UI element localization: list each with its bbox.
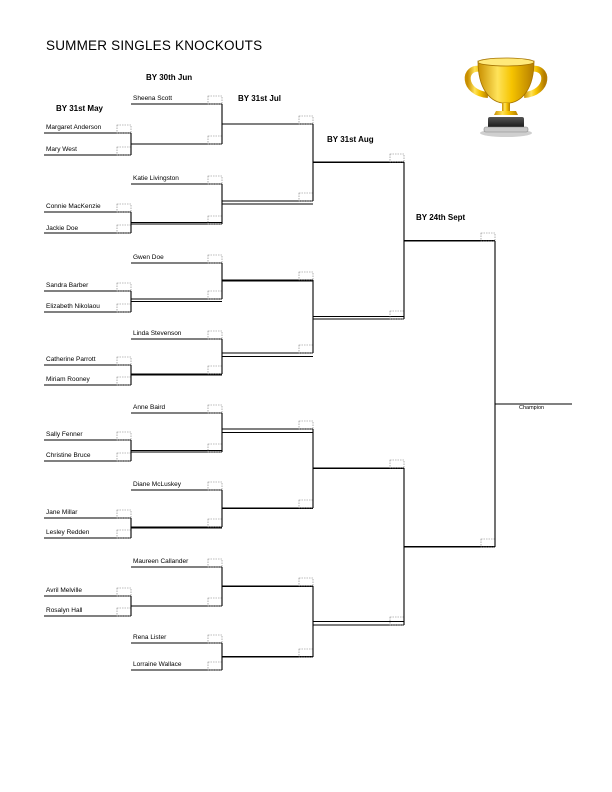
player-slot: Lorraine Wallace [133,661,182,668]
player-slot: Mary West [46,146,77,153]
score-box [117,283,131,291]
player-slot: Rena Lister [133,634,167,641]
player-slot: Linda Stevenson [133,330,182,337]
score-box [481,233,495,241]
player-slot: Avril Melville [46,587,82,594]
score-box [117,588,131,596]
score-box [117,304,131,312]
score-box [117,225,131,233]
score-box [390,154,404,162]
score-box [117,530,131,538]
score-box [299,345,313,353]
score-box [117,510,131,518]
player-slot: Sally Fenner [46,431,83,438]
score-box [117,357,131,365]
round-label-aug: BY 31st Aug [327,135,374,144]
score-box [299,272,313,280]
page-title: SUMMER SINGLES KNOCKOUTS [46,38,263,53]
player-slot: Jackie Doe [46,225,79,232]
score-box [390,311,404,319]
trophy-icon [460,55,552,139]
player-slot: Sheena Scott [133,95,173,102]
score-box [117,608,131,616]
round-label-sept: BY 24th Sept [416,213,466,222]
score-box [208,176,222,184]
score-box [299,578,313,586]
score-box [117,125,131,133]
player-slot: Lesley Redden [46,529,90,536]
score-box [208,255,222,263]
score-box [299,421,313,429]
score-box [208,482,222,490]
player-slot: Jane Millar [46,509,78,516]
score-box [481,539,495,547]
score-box [208,291,222,299]
player-slot: Gwen Doe [133,254,164,261]
score-box [208,366,222,374]
score-box [299,649,313,657]
score-box [117,432,131,440]
player-slot: Anne Baird [133,404,166,411]
player-slot: Katie Livingston [133,175,179,182]
score-box [299,500,313,508]
player-slot: Sandra Barber [46,282,89,289]
score-box [208,331,222,339]
player-slot: Diane McLuskey [133,481,182,488]
player-slot: Margaret Anderson [46,124,102,131]
score-box [208,662,222,670]
score-box [299,193,313,201]
score-box [208,559,222,567]
player-slot: Rosalyn Hall [46,607,83,614]
score-box [208,136,222,144]
score-box [117,453,131,461]
score-box [208,405,222,413]
score-box [208,519,222,527]
champion-label: Champion [519,405,545,411]
round-label-jun: BY 30th Jun [146,73,193,82]
player-slot: Maureen Callander [133,558,189,565]
score-box [208,96,222,104]
score-box [299,116,313,124]
player-slot: Connie MacKenzie [46,203,101,210]
player-slot: Miriam Rooney [46,376,90,383]
player-slot: Catherine Parrott [46,356,96,363]
score-box [390,460,404,468]
score-box [117,204,131,212]
player-slot: Elizabeth Nikolaou [46,303,100,310]
round-label-jul: BY 31st Jul [238,94,281,103]
player-slot: Christine Bruce [46,452,91,459]
score-box [117,147,131,155]
score-box [208,598,222,606]
score-box [117,377,131,385]
score-box [208,635,222,643]
round-label-may: BY 31st May [56,104,103,113]
